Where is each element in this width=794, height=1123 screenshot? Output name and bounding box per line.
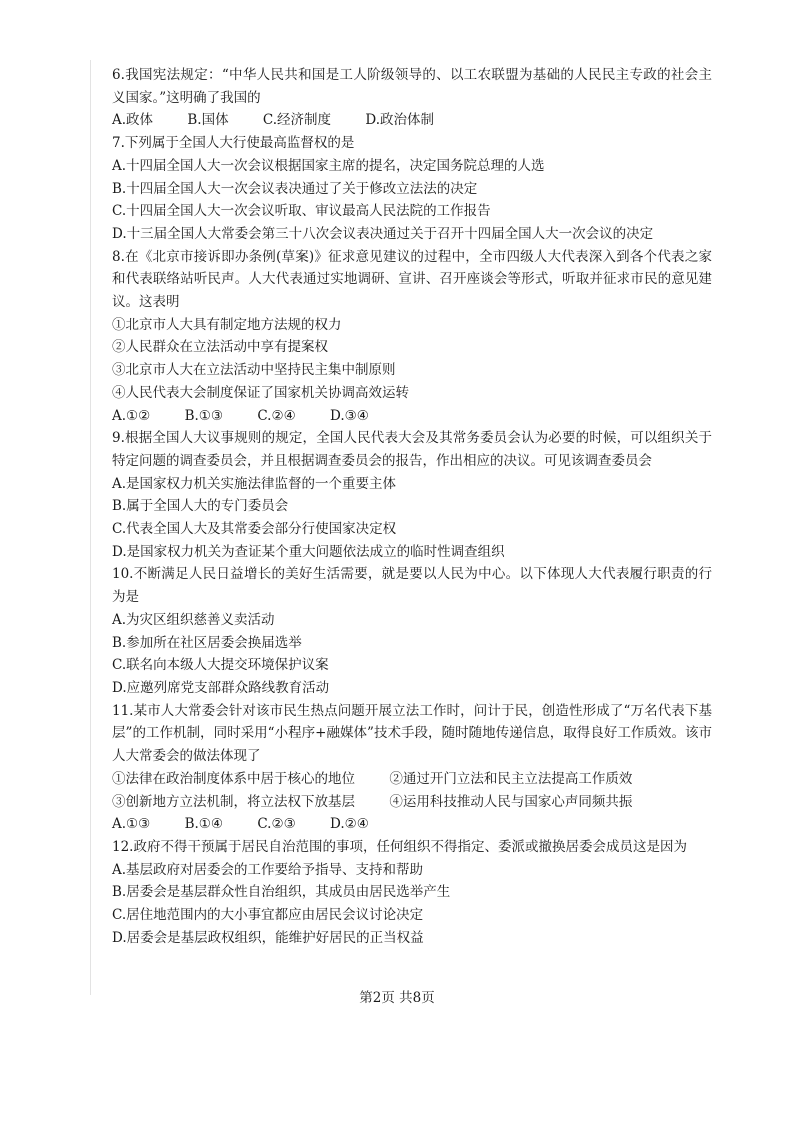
option-d: D.是国家权力机关为查证某个重大问题依法成立的临时性调查组织 (112, 543, 505, 560)
statement-2: ②人民群众在立法活动中享有提案权 (112, 339, 328, 356)
option-c: C.居住地范围内的大小事宜都应由居民会议讨论决定 (112, 907, 424, 924)
question-stem: 9.根据全国人大议事规则的规定，全国人民代表大会及其常务委员会认为必要的时候，可以组织关于特定问题的调查委员会，并且根据调查委员会的报告，作出相应的决议。可见该调查委员会 (112, 430, 712, 469)
question-stem: 8.在《北京市接诉即办条例(草案)》征求意见建议的过程中，全市四级人大代表深入到各个代表之家和代表联络站听民声。人大代表通过实地调研、宣讲、召开座谈会等形式，听取并征求市民的意见建议。这表明 (112, 248, 712, 311)
options-row: A.政体 B.国体 C.经济制度 D.政治体制 (112, 112, 435, 129)
option-d: D.十三届全国人大常委会第三十八次会议表决通过关于召开十四届全国人大一次会议的决定 (112, 225, 654, 242)
option-c: C.联名向本级人大提交环境保护议案 (112, 657, 329, 674)
question-12 (112, 836, 712, 950)
statement-1: ①北京市人大具有制定地方法规的权力 (112, 316, 342, 333)
margin-rule (90, 60, 91, 995)
question-6 (112, 64, 712, 132)
option-a: A.基层政府对居委会的工作要给予指导、支持和帮助 (112, 861, 424, 878)
options-row: A.①③ B.①④ C.②③ D.②④ (112, 816, 369, 833)
statement-row-1: ①法律在政治制度体系中居于核心的地位 ②通过开门立法和民主立法提高工作质效 (112, 770, 633, 787)
question-stem: 6.我国宪法规定：“中华人民共和国是工人阶级领导的、以工农联盟为基础的人民民主专政的社会主义国家。”这明确了我国的 (112, 67, 712, 106)
question-9 (112, 427, 712, 563)
option-d: D.应邀列席党支部群众路线教育活动 (112, 679, 330, 696)
statement-4: ④人民代表大会制度保证了国家机关协调高效运转 (112, 384, 409, 401)
option-b: B.参加所在社区居委会换届选举 (112, 634, 302, 651)
option-a: A.为灾区组织慈善义卖活动 (112, 611, 275, 628)
question-stem: 12.政府不得干预属于居民自治范围的事项，任何组织不得指定、委派或撤换居委会成员这是因为 (112, 838, 687, 855)
page-footer: 第2页 共8页 (359, 990, 435, 1006)
question-stem: 11.某市人大常委会针对该市民生热点问题开展立法工作时，问计于民，创造性形成了“万名代表下基层”的工作机制，同时采用“小程序+融媒体”技术手段，随时随地传递信息，取得良好工作质效。该市人大常委会的做法体现了 (112, 702, 712, 765)
option-b: B.十四届全国人大一次会议表决通过了关于修改立法法的决定 (112, 180, 478, 197)
option-d: D.居委会是基层政权组织，能维护好居民的正当权益 (112, 929, 424, 946)
statement-row-2: ③创新地方立法机制，将立法权下放基层 ④运用科技推动人民与国家心声同频共振 (112, 793, 633, 810)
exam-page (112, 64, 712, 949)
option-b: B.属于全国人大的专门委员会 (112, 498, 289, 515)
question-8 (112, 246, 712, 428)
option-a: A.是国家权力机关实施法律监督的一个重要主体 (112, 475, 397, 492)
option-b: B.居委会是基层群众性自治组织，其成员由居民选举产生 (112, 884, 451, 901)
option-c: C.代表全国人大及其常委会部分行使国家决定权 (112, 521, 397, 538)
statement-3: ③北京市人大在立法活动中坚持民主集中制原则 (112, 362, 396, 379)
question-10 (112, 563, 712, 699)
question-11 (112, 700, 712, 836)
option-a: A.十四届全国人大一次会议根据国家主席的提名，决定国务院总理的人选 (112, 157, 545, 174)
option-c: C.十四届全国人大一次会议听取、审议最高人民法院的工作报告 (112, 203, 491, 220)
question-7 (112, 132, 712, 246)
options-row: A.①② B.①③ C.②④ D.③④ (112, 407, 369, 424)
question-stem: 7.下列属于全国人大行使最高监督权的是 (112, 135, 355, 152)
question-stem: 10.不断满足人民日益增长的美好生活需要，就是要以人民为中心。以下体现人大代表履行职责的行为是 (112, 566, 712, 606)
